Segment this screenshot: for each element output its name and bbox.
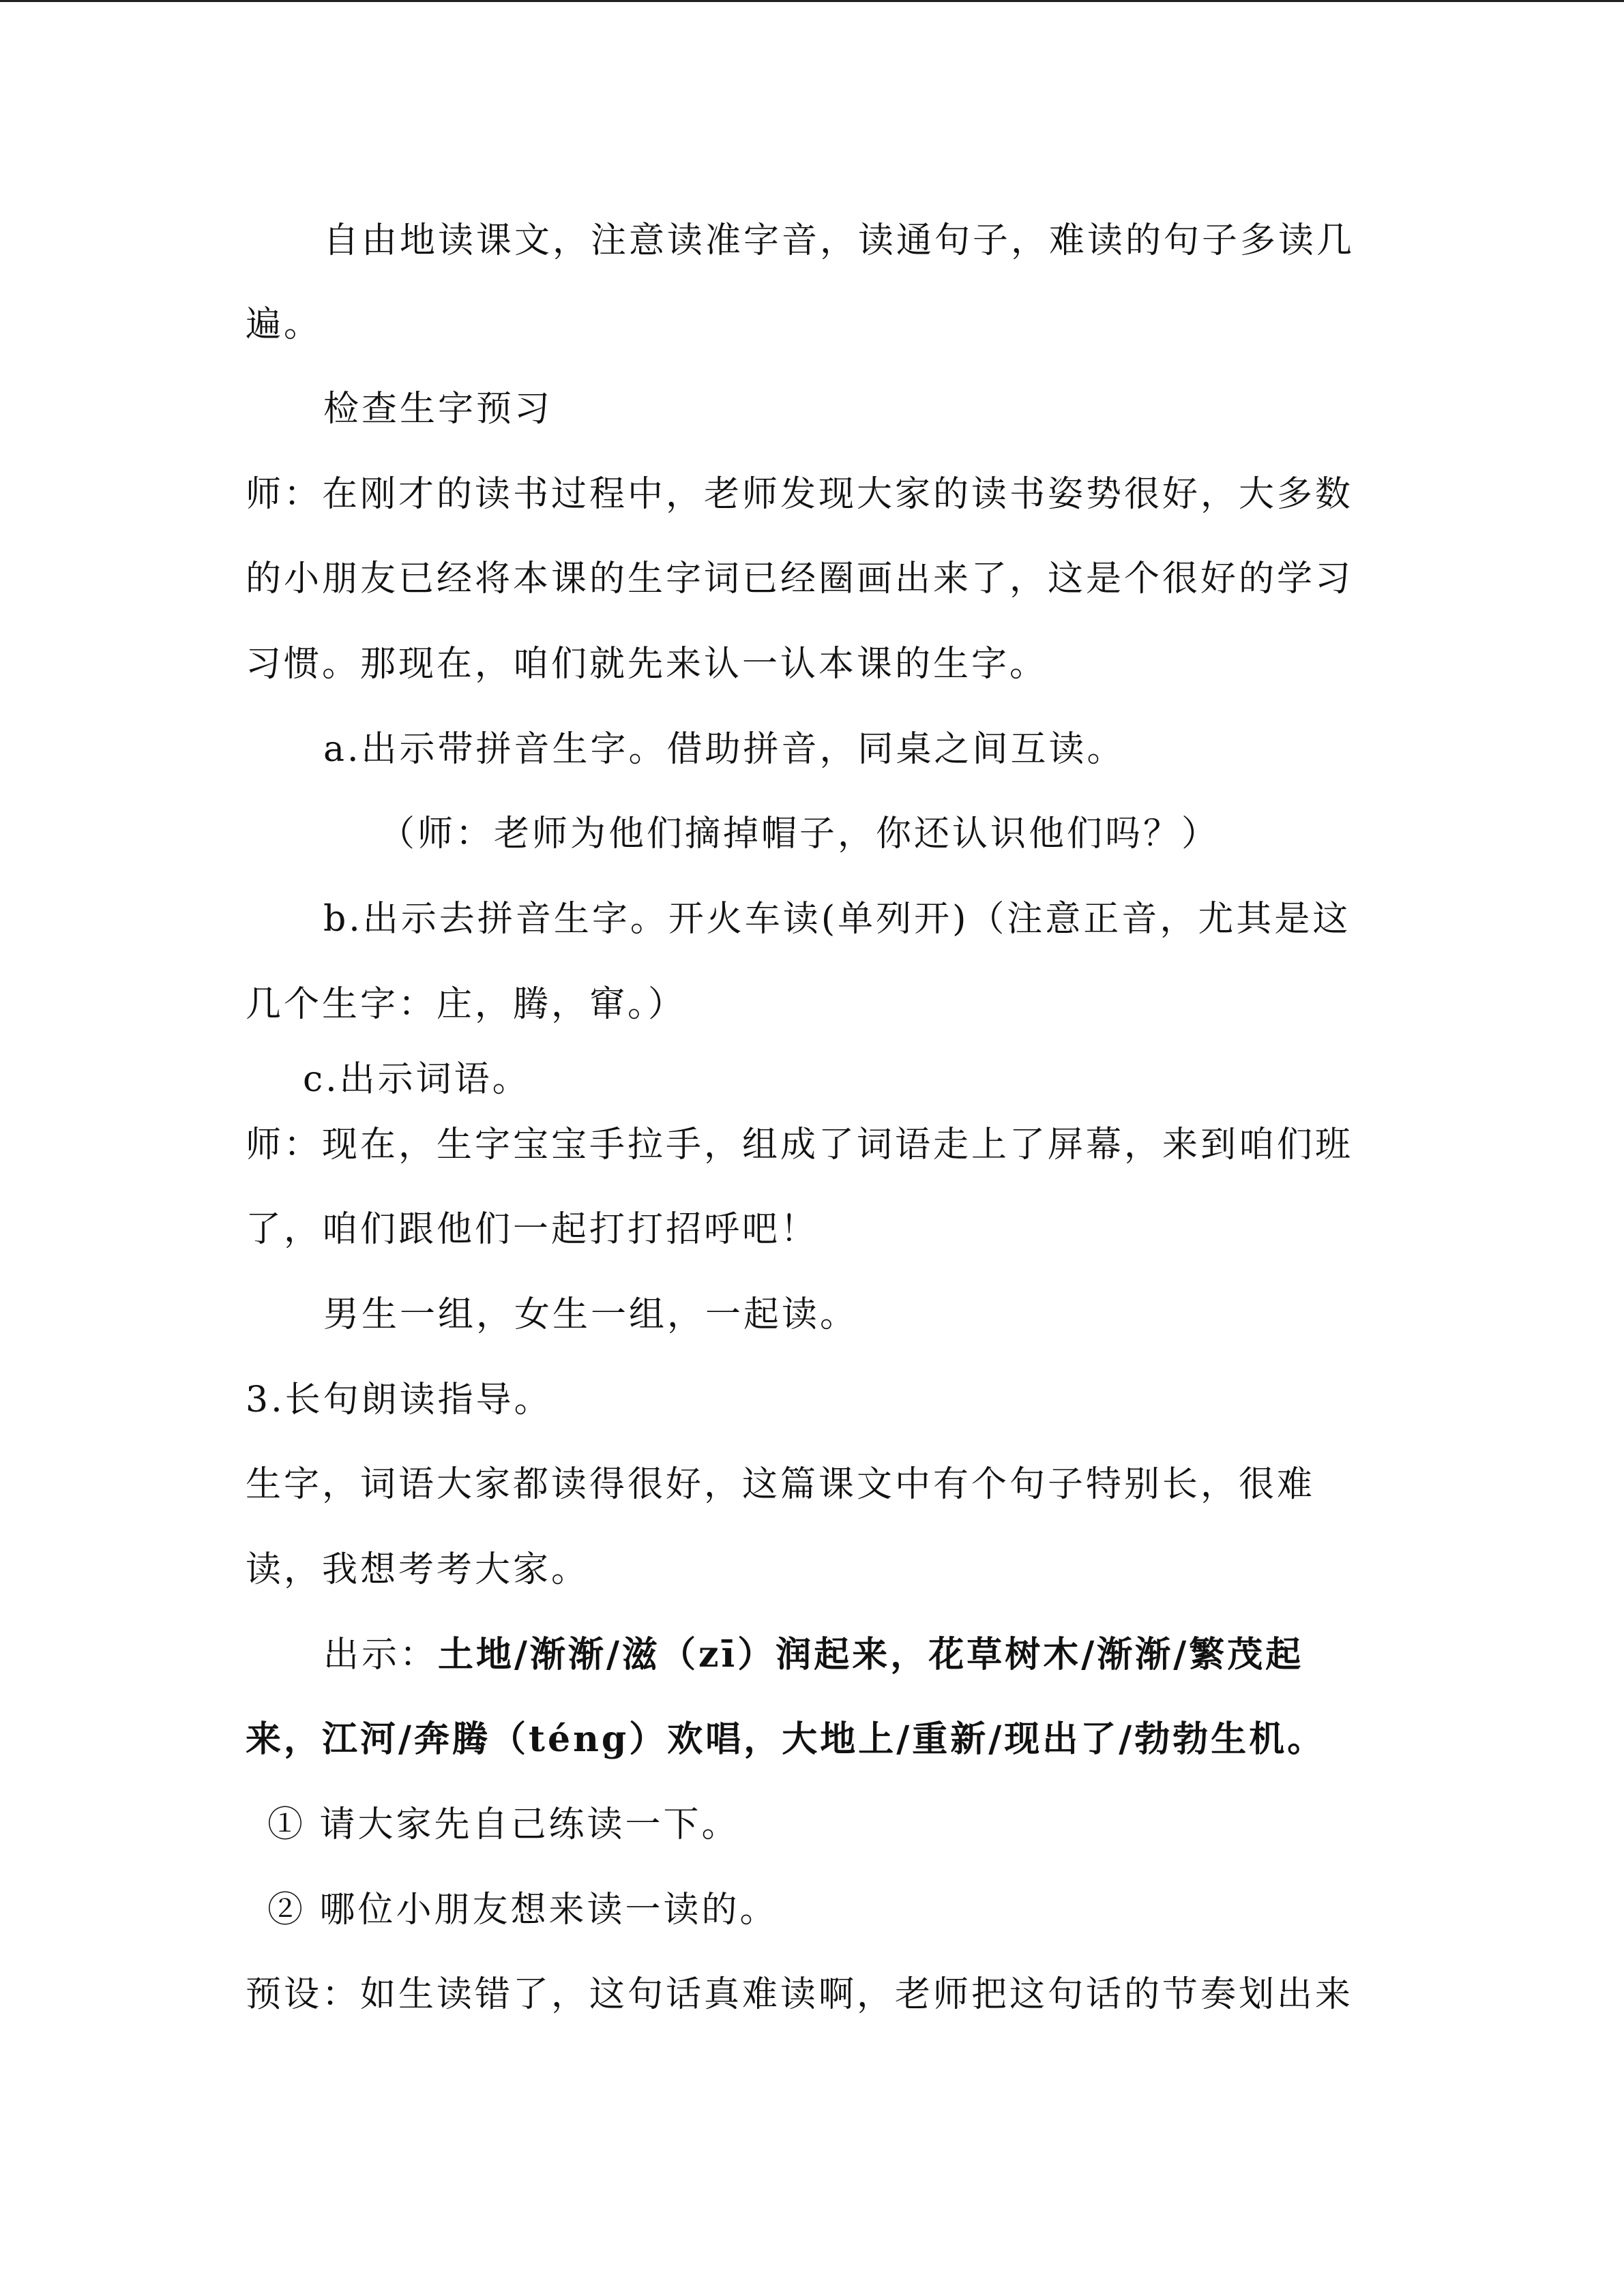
paragraph-line: 师：现在，生字宝宝手拉手，组成了词语走上了屏幕，来到咱们班	[246, 1124, 1354, 1165]
paragraph-line: 师：在刚才的读书过程中，老师发现大家的读书姿势很好，大多数	[246, 474, 1354, 515]
paragraph-line: 读，我想考考大家。	[246, 1549, 590, 1590]
paragraph-line: 的小朋友已经将本课的生字词已经圈画出来了，这是个很好的学习	[246, 558, 1354, 599]
paragraph-line: 遍。	[246, 304, 323, 345]
paragraph-line: 几个生字：庄，腾，窜。）	[246, 984, 687, 1025]
list-item: ① 请大家先自己练读一下。	[267, 1804, 740, 1845]
long-sentence-part2: 来，江河/奔腾（téng）欢唱，大地上/重新/现出了/勃勃生机。	[246, 1718, 1326, 1760]
paragraph-line	[323, 1634, 1304, 1675]
list-item: b.出示去拼音生字。开火车读(单列开)（注意正音，尤其是这	[323, 899, 1351, 940]
page-top-border	[0, 0, 1624, 2]
list-item: a.出示带拼音生字。借助拼音，同桌之间互读。	[323, 729, 1125, 770]
paragraph-line: 生字，词语大家都读得很好，这篇课文中有个句子特别长，很难	[246, 1464, 1316, 1505]
paragraph-line: 预设：如生读错了，这句话真难读啊，老师把这句话的节奏划出来	[246, 1974, 1354, 2015]
paragraph-line: 自由地读课文，注意读准字音，读通句子，难读的句子多读几	[323, 220, 1355, 261]
paragraph-line: 习惯。那现在，咱们就先来认一认本课的生字。	[246, 644, 1048, 685]
paragraph-line: 了，咱们跟他们一起打打招呼吧！	[246, 1209, 819, 1250]
long-sentence-part1: 土地/渐渐/滋（zī）润起来，花草树木/渐渐/繁茂起	[438, 1634, 1304, 1675]
paragraph-line: 男生一组，女生一组，一起读。	[323, 1294, 859, 1335]
list-item: ② 哪位小朋友想来读一读的。	[267, 1890, 778, 1930]
paragraph-line: （师：老师为他们摘掉帽子，你还认识他们吗？）	[379, 814, 1220, 854]
section-heading: 检查生字预习	[323, 389, 553, 430]
list-item: c.出示词语。	[303, 1059, 531, 1100]
display-prefix: 出示：	[323, 1635, 439, 1675]
section-heading: 3.长句朗读指导。	[246, 1380, 552, 1420]
